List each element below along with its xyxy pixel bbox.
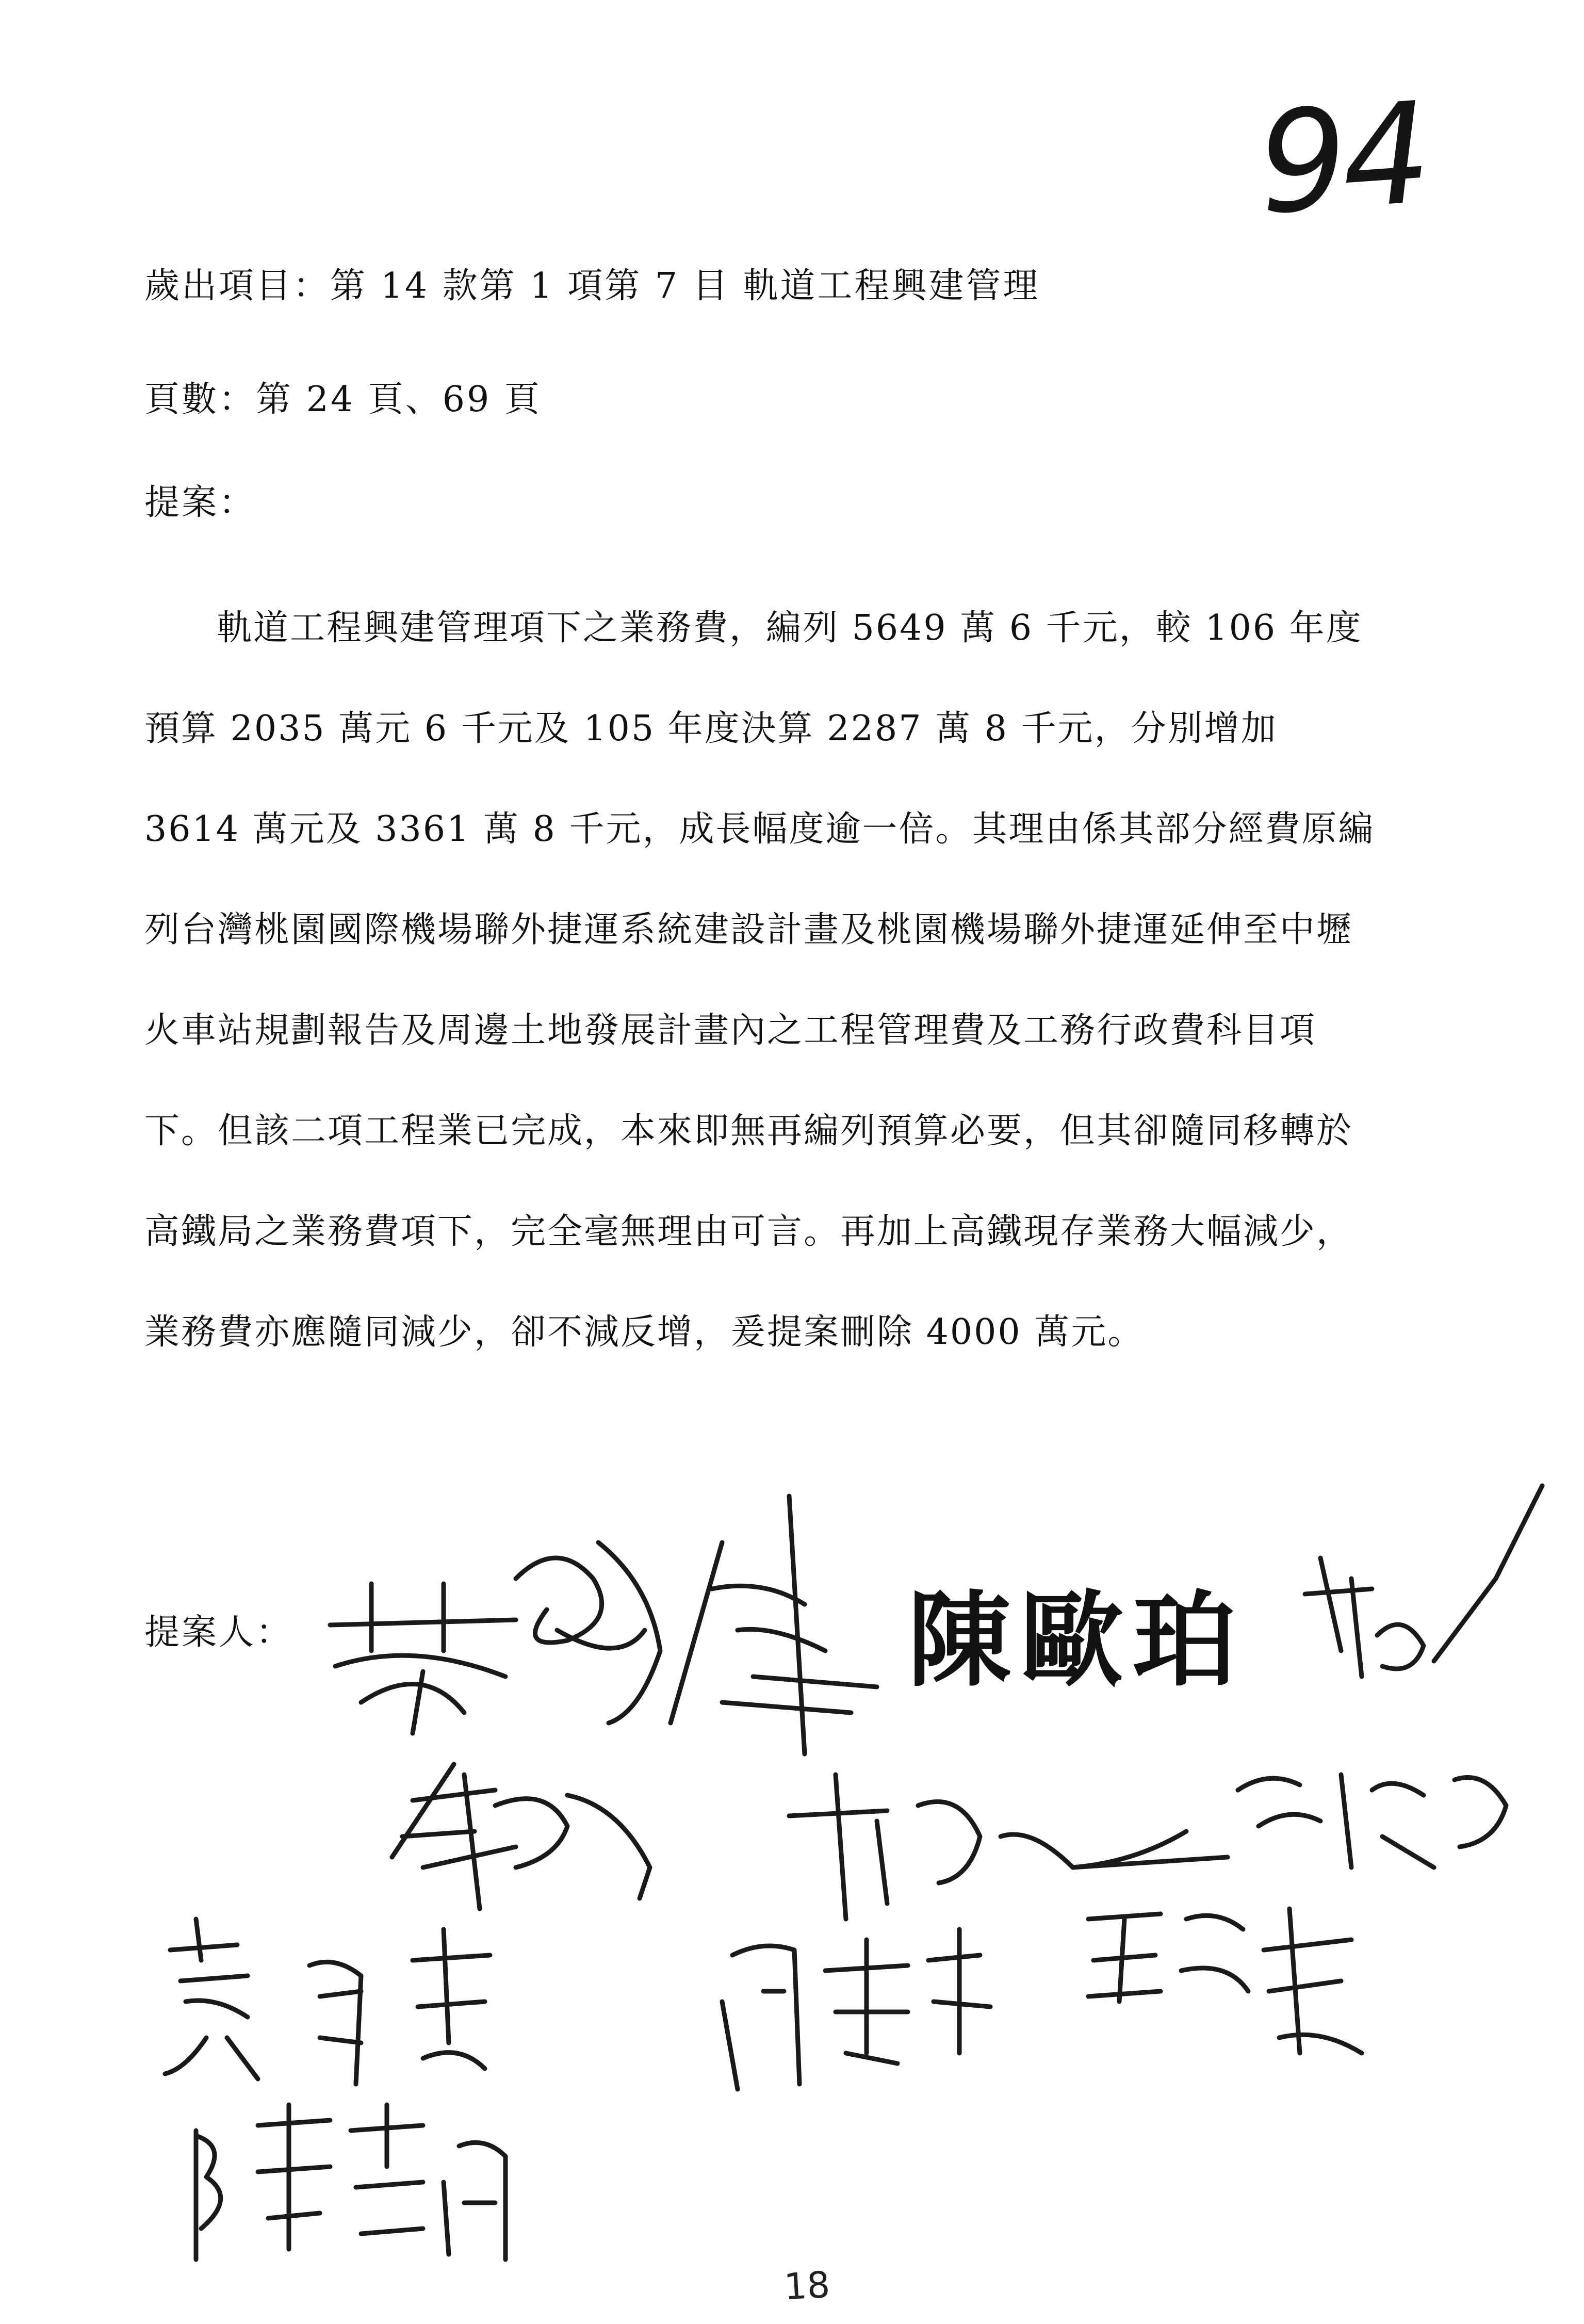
signature-stroke	[196, 2105, 505, 2260]
signature-stroke	[1073, 1857, 1228, 1867]
footer-page-number: 18	[782, 2263, 831, 2309]
signature-stroke	[1088, 1909, 1362, 2053]
signature-stroke	[722, 1929, 990, 2089]
budget-item-line: 歲出項目：第 14 款第 1 項第 7 目 軌道工程興建管理	[144, 266, 1040, 306]
signature-printed-name: 陳歐珀	[908, 1581, 1246, 1701]
signature-stroke	[1238, 1775, 1506, 1867]
signature-stroke	[330, 1584, 516, 1733]
signature-stroke	[1305, 1486, 1542, 1677]
proposal-label: 提案：	[144, 482, 256, 523]
signature-stroke	[392, 1764, 650, 1909]
signature-stroke	[516, 1558, 645, 1648]
proposal-paragraph: 軌道工程興建管理項下之業務費，編列 5649 萬 6 千元，較 106 年度預算 2035 萬元 6 千元及 105 年度決算 2287 萬 8 千元，分別增加 3614 萬元及 3361 萬 8 千元，成長幅度逾一倍。其理由係其部分經費原編列台灣桃園國際機場聯外捷運系統建設計畫及桃園機場聯外捷運延伸至中壢火車站規劃報告及周邊土地發展計畫內之工程管理費及工務行政費科目項下。但該二項工程業已完成，本來即無再編列預算必要，但其卻隨同移轉於高鐵局之業務費項下，完全毫無理由可言。再加上高鐵現存業務大幅減少，業務費亦應隨同減少，卻不減反增，爰提案刪除 4000 萬元。	[144, 608, 1375, 1353]
proposal-body	[144, 578, 1382, 1383]
signature-stroke	[789, 1775, 1186, 1919]
pages-line: 頁數：第 24 頁、69 頁	[144, 379, 542, 420]
handwritten-page-mark: 94	[1253, 72, 1431, 246]
proposer-label: 提案人：	[144, 1612, 293, 1653]
signature-stroke	[598, 1496, 877, 1754]
signature-stroke	[165, 1919, 490, 2084]
